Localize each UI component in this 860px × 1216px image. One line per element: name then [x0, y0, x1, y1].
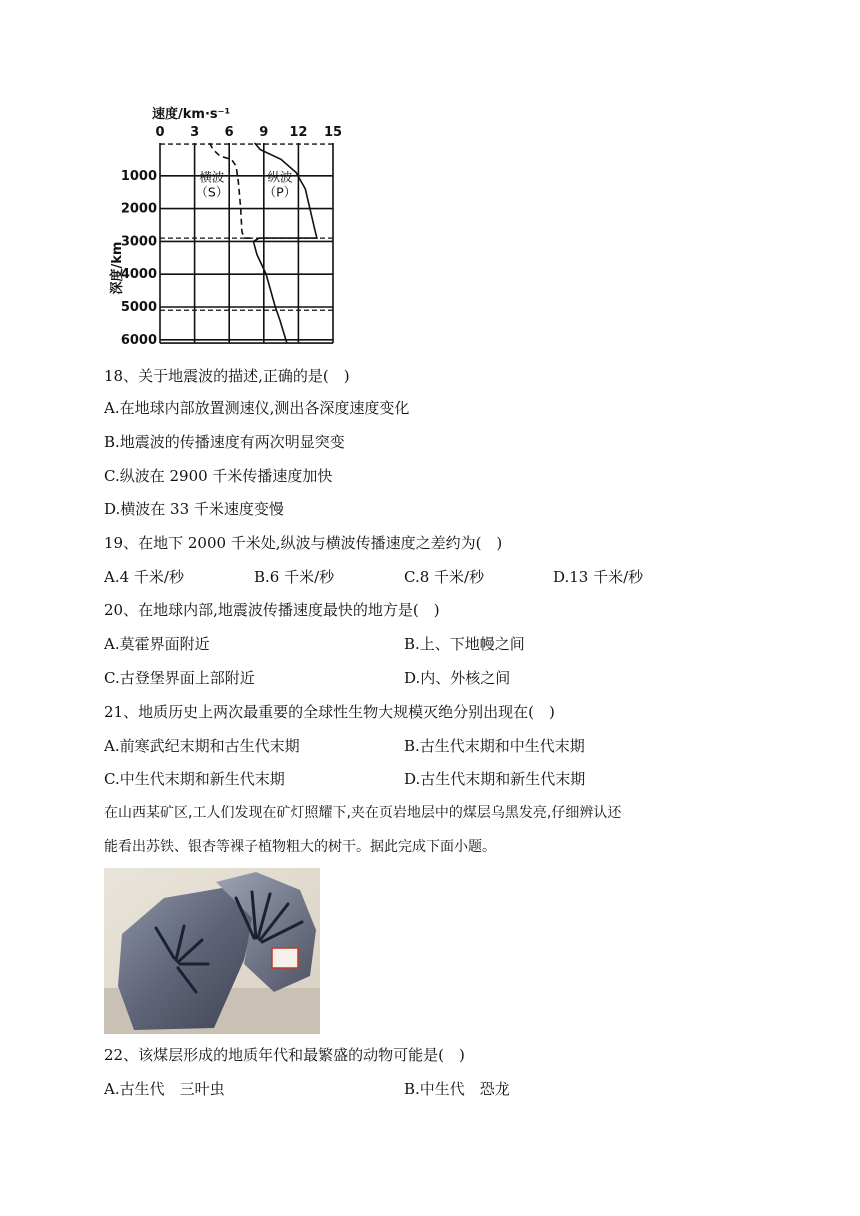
q18-option-c: C.纵波在 2900 千米传播速度加快: [104, 467, 333, 485]
q19-option-a: A.4 千米/秒: [104, 568, 184, 586]
q20-stem: 20、在地球内部,地震波传播速度最快的地方是( ): [104, 601, 440, 619]
q20-option-b: B.上、下地幔之间: [404, 635, 525, 653]
p-wave-label: 纵波: [267, 169, 293, 185]
q19-option-b: B.6 千米/秒: [254, 568, 335, 586]
x-tick-label: 3: [190, 125, 200, 140]
x-tick-label: 15: [323, 125, 343, 140]
y-tick-label: 6000: [120, 332, 157, 348]
p-wave-label: （P）: [263, 184, 297, 200]
x-tick-label: 12: [289, 125, 308, 140]
q21-option-b: B.古生代末期和中生代末期: [404, 737, 585, 755]
q21-option-c: C.中生代末期和新生代末期: [104, 770, 285, 788]
boundary-lines: [160, 144, 333, 310]
y-tick-label: 2000: [120, 201, 157, 217]
q18-option-d: D.横波在 33 千米速度变慢: [104, 500, 284, 518]
q22-stem: 22、该煤层形成的地质年代和最繁盛的动物可能是( ): [104, 1046, 465, 1064]
x-axis-label: 速度/km·s⁻¹: [152, 107, 231, 122]
y-axis-label: 深度/km: [110, 241, 125, 295]
y-tick-label: 5000: [120, 300, 157, 315]
chart-grid: [160, 143, 333, 343]
y-tick-label: 1000: [120, 168, 157, 184]
q20-option-d: D.内、外核之间: [404, 669, 511, 687]
q21-stem: 21、地质历史上两次最重要的全球性生物大规模灭绝分别出现在( ): [104, 703, 555, 721]
y-tick-labels: [121, 169, 157, 348]
q21-option-a: A.前寒武纪末期和古生代末期: [104, 737, 300, 755]
q21-option-d: D.古生代末期和新生代末期: [404, 770, 586, 788]
s-wave-label: （S）: [195, 184, 229, 200]
material-intro-line-2: 能看出苏铁、银杏等裸子植物粗大的树干。据此完成下面小题。: [104, 839, 496, 855]
x-tick-label: 6: [224, 125, 234, 140]
series-labels: [195, 169, 296, 199]
q20-option-c: C.古登堡界面上部附近: [104, 669, 255, 687]
q18-stem: 18、关于地震波的描述,正确的是( ): [104, 367, 350, 385]
y-tick-label: 4000: [120, 267, 157, 283]
q19-option-d: D.13 千米/秒: [553, 568, 644, 586]
q18-option-a: A.在地球内部放置测速仪,测出各深度速度变化: [104, 399, 410, 417]
q19-stem: 19、在地下 2000 千米处,纵波与横波传播速度之差约为( ): [104, 534, 503, 552]
specimen-label-tag: [272, 948, 298, 968]
q22-option-b: B.中生代 恐龙: [404, 1080, 510, 1098]
q18-option-b: B.地震波的传播速度有两次明显突变: [104, 433, 345, 451]
y-tick-label: 3000: [120, 234, 157, 250]
x-tick-label: 0: [155, 125, 165, 140]
x-tick-labels: [155, 125, 342, 140]
q19-option-c: C.8 千米/秒: [404, 568, 485, 586]
q20-option-a: A.莫霍界面附近: [104, 635, 210, 653]
q22-option-a: A.古生代 三叶虫: [104, 1080, 225, 1098]
x-tick-label: 9: [259, 125, 269, 140]
fossil-photo: [104, 868, 320, 1034]
material-intro-line-1: 在山西某矿区,工人们发现在矿灯照耀下,夹在页岩地层中的煤层乌黑发亮,仔细辨认还: [104, 805, 622, 821]
s-wave-label: 横波: [199, 169, 225, 185]
seismic-wave-chart: [100, 100, 345, 350]
